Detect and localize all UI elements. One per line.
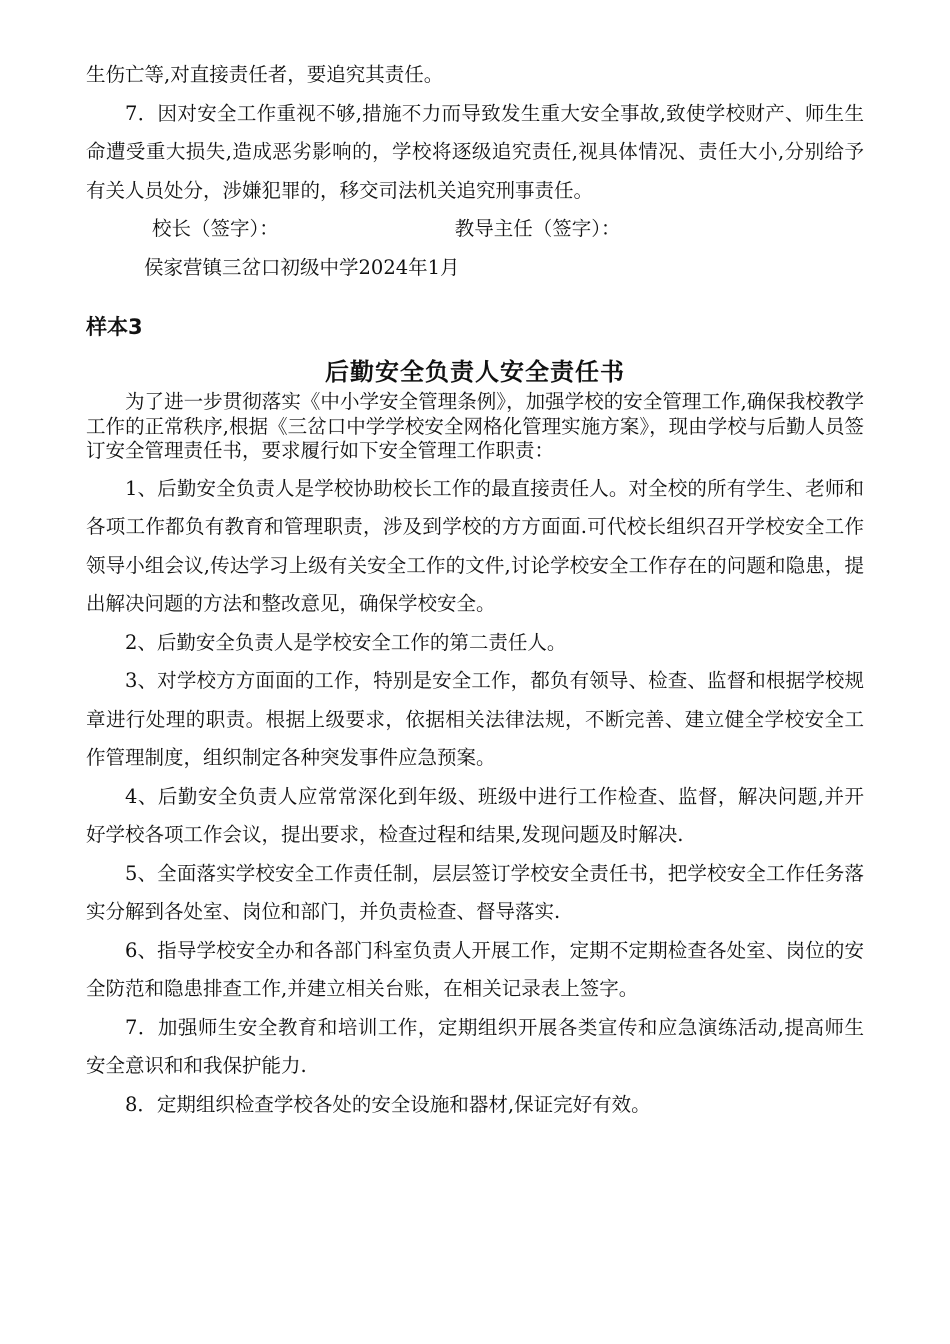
signature-date: 侯家营镇三岔口初级中学2024年1月 — [144, 256, 460, 279]
intro-paragraph: 为了进一步贯彻落实《中小学安全管理条例》，加强学校的安全管理工作,确保我校教学工作的正常秩序,根据《三岔口中学学校安全网格化管理实施方案》，现由学校与后勤人员签订安全管理责任书，要求履行如下安全管理工作职责： — [86, 390, 864, 462]
dean-signature-label: 教导主任（签字）： — [454, 217, 621, 240]
document-title: 后勤安全负责人安全责任书 — [325, 358, 625, 386]
signature-row — [86, 210, 864, 248]
principal-signature-label: 校长（签字）： — [152, 217, 279, 240]
duty-item-8: 8．定期组织检查学校各处的安全设施和器材,保证完好有效。 — [125, 1092, 651, 1116]
continuation-paragraph: 生伤亡等,对直接责任者，要追究其责任。 — [86, 63, 444, 86]
sample-label: 样本3 — [86, 315, 143, 339]
duty-item-5: 5、全面落实学校安全工作责任制，层层签订学校安全责任书，把学校安全工作任务落实分解到各处室、岗位和部门，并负责检查、督导落实. — [86, 861, 864, 923]
duty-item-3: 3、对学校方方面面的工作，特别是安全工作，都负有领导、检查、监督和根据学校规章进行处理的职责。根据上级要求，依据相关法律法规，不断完善、建立健全学校安全工作管理制度，组织制定各种突发事件应急预案。 — [86, 669, 864, 769]
duty-item-1: 1、后勤安全负责人是学校协助校长工作的最直接责任人。对全校的所有学生、老师和各项工作都负有教育和管理职责，涉及到学校的方方面面.可代校长组织召开学校安全工作领导小组会议,传达学习上级有关安全工作的文件,讨论学校安全工作存在的问题和隐患，提出解决问题的方法和整改意见，确保学校安全。 — [86, 476, 864, 615]
duty-item-7: 7．加强师生安全教育和培训工作，定期组织开展各类宣传和应急演练活动,提高师生安全意识和和我保护能力. — [86, 1015, 864, 1077]
duty-item-6: 6、指导学校安全办和各部门科室负责人开展工作，定期不定期检查各处室、岗位的安全防范和隐患排查工作,并建立相关台账，在相关记录表上签字。 — [86, 938, 864, 1000]
duty-item-4: 4、后勤安全负责人应常常深化到年级、班级中进行工作检查、监督，解决问题,并开好学校各项工作会议，提出要求，检查过程和结果,发现问题及时解决. — [86, 784, 864, 846]
duty-item-2: 2、后勤安全负责人是学校安全工作的第二责任人。 — [125, 630, 567, 654]
liability-clause-7: 7．因对安全工作重视不够,措施不力而导致发生重大安全事故,致使学校财产、师生生命遭受重大损失,造成恶劣影响的，学校将逐级追究责任,视具体情况、责任大小,分别给予有关人员处分，涉嫌犯罪的，移交司法机关追究刑事责任。 — [86, 101, 864, 202]
